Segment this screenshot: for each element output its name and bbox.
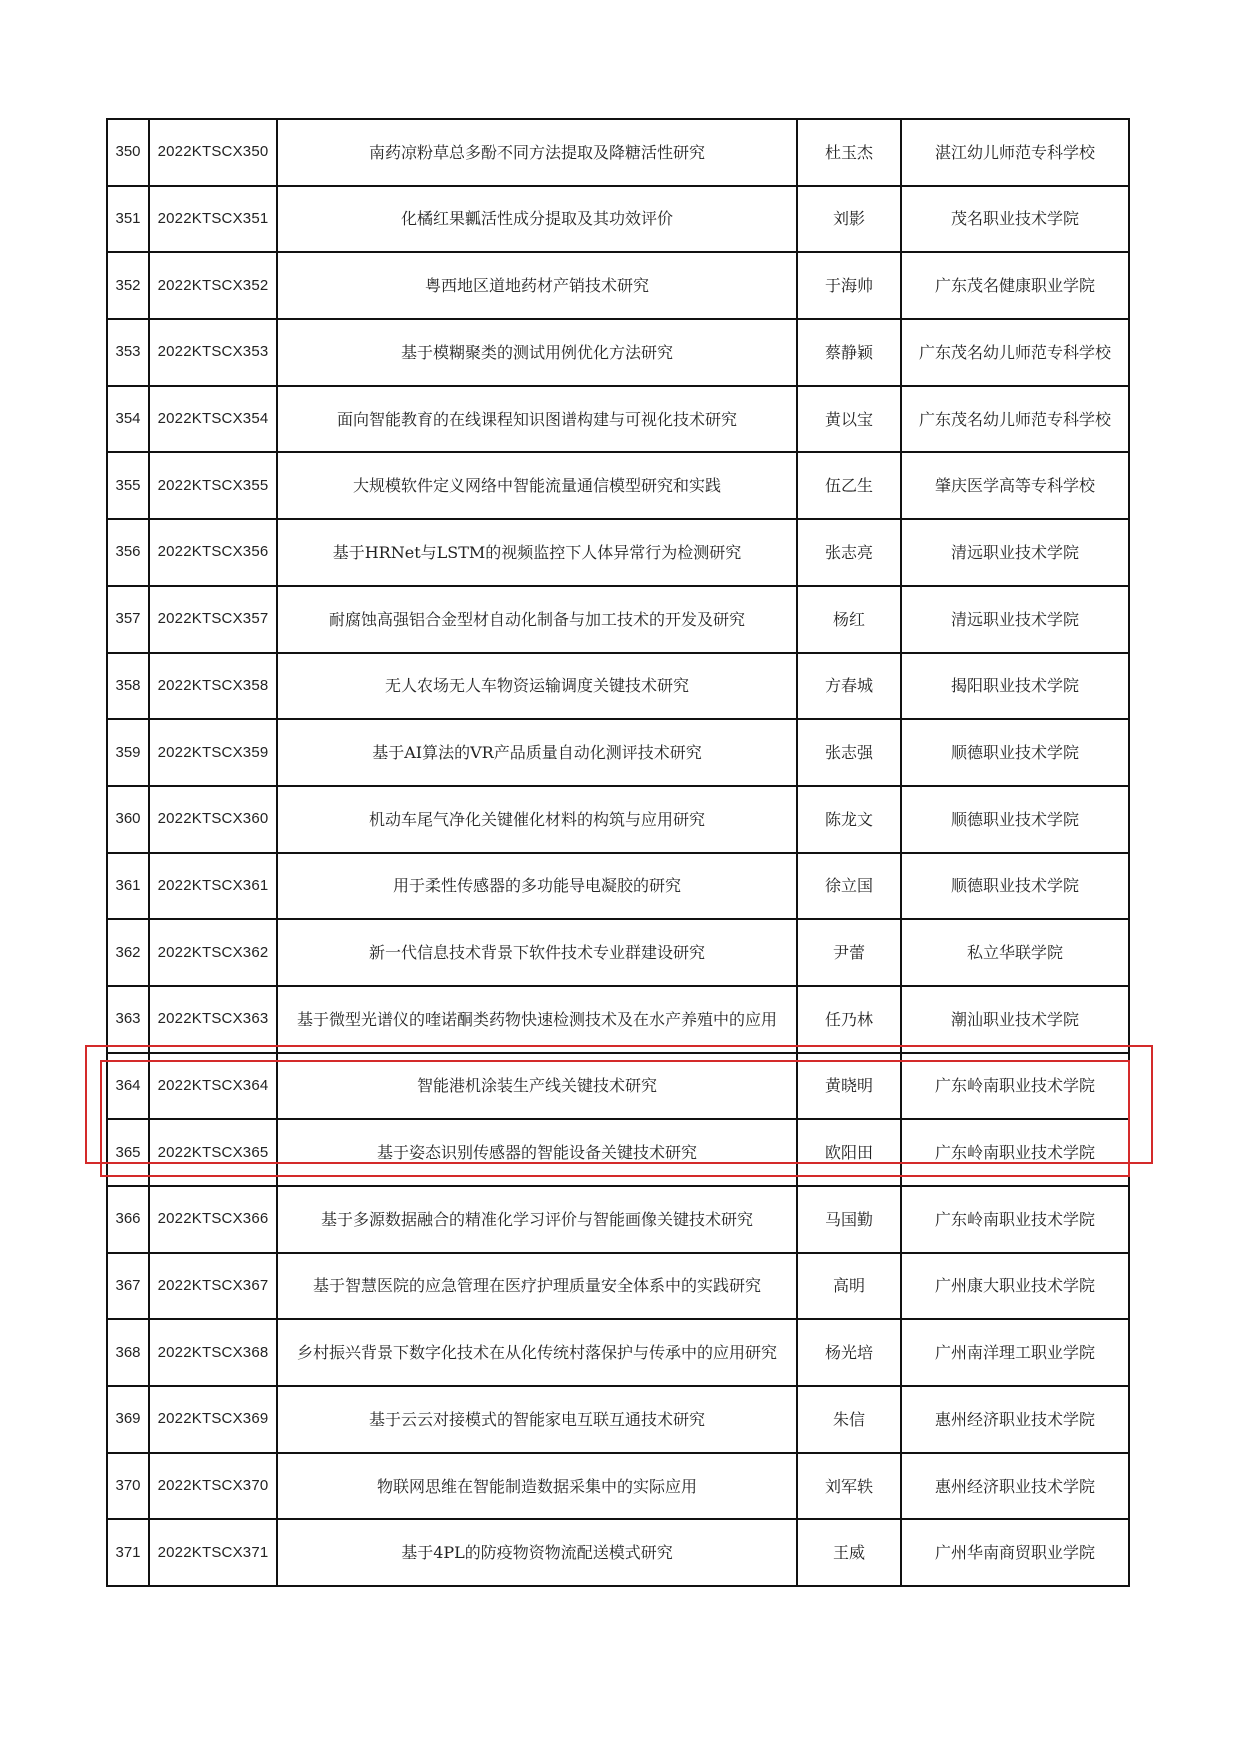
table-row xyxy=(107,986,1129,1053)
institution: 茂名职业技术学院 xyxy=(901,186,1129,253)
institution: 顺德职业技术学院 xyxy=(901,719,1129,786)
institution: 私立华联学院 xyxy=(901,919,1129,986)
table-row xyxy=(107,586,1129,653)
project-leader: 马国勤 xyxy=(797,1186,901,1253)
row-number: 370 xyxy=(107,1453,149,1520)
project-title: 用于柔性传感器的多功能导电凝胶的研究 xyxy=(277,853,797,920)
institution: 广东岭南职业技术学院 xyxy=(901,1119,1129,1186)
project-leader: 陈龙文 xyxy=(797,786,901,853)
row-number: 359 xyxy=(107,719,149,786)
project-title: 粤西地区道地药材产销技术研究 xyxy=(277,252,797,319)
project-leader: 王威 xyxy=(797,1519,901,1586)
project-leader: 尹蕾 xyxy=(797,919,901,986)
institution: 顺德职业技术学院 xyxy=(901,786,1129,853)
project-title: 基于多源数据融合的精准化学习评价与智能画像关键技术研究 xyxy=(277,1186,797,1253)
project-title: 基于云云对接模式的智能家电互联互通技术研究 xyxy=(277,1386,797,1453)
project-leader: 任乃林 xyxy=(797,986,901,1053)
project-title: 南药凉粉草总多酚不同方法提取及降糖活性研究 xyxy=(277,119,797,186)
institution: 广东岭南职业技术学院 xyxy=(901,1053,1129,1120)
project-title: 乡村振兴背景下数字化技术在从化传统村落保护与传承中的应用研究 xyxy=(277,1319,797,1386)
project-title: 基于智慧医院的应急管理在医疗护理质量安全体系中的实践研究 xyxy=(277,1253,797,1320)
project-leader: 杜玉杰 xyxy=(797,119,901,186)
table-row xyxy=(107,853,1129,920)
row-number: 353 xyxy=(107,319,149,386)
project-title: 新一代信息技术背景下软件技术专业群建设研究 xyxy=(277,919,797,986)
project-title: 化橘红果瓤活性成分提取及其功效评价 xyxy=(277,186,797,253)
row-number: 371 xyxy=(107,1519,149,1586)
project-title: 面向智能教育的在线课程知识图谱构建与可视化技术研究 xyxy=(277,386,797,453)
row-number: 356 xyxy=(107,519,149,586)
project-id: 2022KTSCX363 xyxy=(149,986,277,1053)
institution: 广东茂名幼儿师范专科学校 xyxy=(901,386,1129,453)
institution: 广州南洋理工职业学院 xyxy=(901,1319,1129,1386)
institution: 广东茂名幼儿师范专科学校 xyxy=(901,319,1129,386)
institution: 惠州经济职业技术学院 xyxy=(901,1453,1129,1520)
project-id: 2022KTSCX356 xyxy=(149,519,277,586)
project-id: 2022KTSCX362 xyxy=(149,919,277,986)
project-leader: 刘军轶 xyxy=(797,1453,901,1520)
project-leader: 张志亮 xyxy=(797,519,901,586)
project-leader: 欧阳田 xyxy=(797,1119,901,1186)
row-number: 369 xyxy=(107,1386,149,1453)
institution: 惠州经济职业技术学院 xyxy=(901,1386,1129,1453)
row-number: 358 xyxy=(107,653,149,720)
project-leader: 伍乙生 xyxy=(797,452,901,519)
table-row xyxy=(107,1453,1129,1520)
table-row xyxy=(107,1519,1129,1586)
row-number: 360 xyxy=(107,786,149,853)
row-number: 357 xyxy=(107,586,149,653)
row-number: 368 xyxy=(107,1319,149,1386)
table-row xyxy=(107,252,1129,319)
project-title: 基于AI算法的VR产品质量自动化测评技术研究 xyxy=(277,719,797,786)
table-row xyxy=(107,653,1129,720)
table-row xyxy=(107,386,1129,453)
project-leader: 杨红 xyxy=(797,586,901,653)
project-leader: 黄以宝 xyxy=(797,386,901,453)
project-title: 基于微型光谱仪的喹诺酮类药物快速检测技术及在水产养殖中的应用 xyxy=(277,986,797,1053)
project-title: 大规模软件定义网络中智能流量通信模型研究和实践 xyxy=(277,452,797,519)
row-number: 361 xyxy=(107,853,149,920)
project-id: 2022KTSCX369 xyxy=(149,1386,277,1453)
project-id: 2022KTSCX353 xyxy=(149,319,277,386)
project-leader: 徐立国 xyxy=(797,853,901,920)
project-leader: 蔡静颖 xyxy=(797,319,901,386)
table-row xyxy=(107,1053,1129,1120)
row-number: 362 xyxy=(107,919,149,986)
project-title: 基于模糊聚类的测试用例优化方法研究 xyxy=(277,319,797,386)
project-id: 2022KTSCX359 xyxy=(149,719,277,786)
row-number: 355 xyxy=(107,452,149,519)
institution: 潮汕职业技术学院 xyxy=(901,986,1129,1053)
project-title: 耐腐蚀高强铝合金型材自动化制备与加工技术的开发及研究 xyxy=(277,586,797,653)
project-id: 2022KTSCX350 xyxy=(149,119,277,186)
institution: 广州康大职业技术学院 xyxy=(901,1253,1129,1320)
institution: 清远职业技术学院 xyxy=(901,586,1129,653)
project-leader: 高明 xyxy=(797,1253,901,1320)
institution: 广州华南商贸职业学院 xyxy=(901,1519,1129,1586)
institution: 湛江幼儿师范专科学校 xyxy=(901,119,1129,186)
row-number: 367 xyxy=(107,1253,149,1320)
project-id: 2022KTSCX370 xyxy=(149,1453,277,1520)
project-title: 无人农场无人车物资运输调度关键技术研究 xyxy=(277,653,797,720)
project-id: 2022KTSCX361 xyxy=(149,853,277,920)
project-title: 物联网思维在智能制造数据采集中的实际应用 xyxy=(277,1453,797,1520)
project-list-table xyxy=(106,118,1130,1587)
table-row xyxy=(107,119,1129,186)
row-number: 366 xyxy=(107,1186,149,1253)
table-row xyxy=(107,319,1129,386)
project-title: 机动车尾气净化关键催化材料的构筑与应用研究 xyxy=(277,786,797,853)
project-leader: 方春城 xyxy=(797,653,901,720)
project-id: 2022KTSCX357 xyxy=(149,586,277,653)
project-id: 2022KTSCX351 xyxy=(149,186,277,253)
institution: 肇庆医学高等专科学校 xyxy=(901,452,1129,519)
table-row xyxy=(107,452,1129,519)
project-leader: 张志强 xyxy=(797,719,901,786)
project-id: 2022KTSCX358 xyxy=(149,653,277,720)
project-id: 2022KTSCX365 xyxy=(149,1119,277,1186)
table-row xyxy=(107,786,1129,853)
project-id: 2022KTSCX366 xyxy=(149,1186,277,1253)
project-id: 2022KTSCX360 xyxy=(149,786,277,853)
row-number: 364 xyxy=(107,1053,149,1120)
row-number: 352 xyxy=(107,252,149,319)
row-number: 363 xyxy=(107,986,149,1053)
institution: 揭阳职业技术学院 xyxy=(901,653,1129,720)
project-title: 基于姿态识别传感器的智能设备关键技术研究 xyxy=(277,1119,797,1186)
row-number: 354 xyxy=(107,386,149,453)
project-id: 2022KTSCX367 xyxy=(149,1253,277,1320)
table-row xyxy=(107,1386,1129,1453)
table-row xyxy=(107,1319,1129,1386)
table-row xyxy=(107,519,1129,586)
project-id: 2022KTSCX354 xyxy=(149,386,277,453)
row-number: 365 xyxy=(107,1119,149,1186)
row-number: 351 xyxy=(107,186,149,253)
project-leader: 黄晓明 xyxy=(797,1053,901,1120)
table-row xyxy=(107,1253,1129,1320)
project-id: 2022KTSCX368 xyxy=(149,1319,277,1386)
table-row xyxy=(107,719,1129,786)
project-title: 基于HRNet与LSTM的视频监控下人体异常行为检测研究 xyxy=(277,519,797,586)
institution: 清远职业技术学院 xyxy=(901,519,1129,586)
row-number: 350 xyxy=(107,119,149,186)
project-leader: 刘影 xyxy=(797,186,901,253)
project-title: 基于4PL的防疫物资物流配送模式研究 xyxy=(277,1519,797,1586)
project-id: 2022KTSCX364 xyxy=(149,1053,277,1120)
project-leader: 于海帅 xyxy=(797,252,901,319)
project-leader: 朱信 xyxy=(797,1386,901,1453)
table-row xyxy=(107,1186,1129,1253)
institution: 广东茂名健康职业学院 xyxy=(901,252,1129,319)
project-leader: 杨光培 xyxy=(797,1319,901,1386)
project-id: 2022KTSCX371 xyxy=(149,1519,277,1586)
institution: 广东岭南职业技术学院 xyxy=(901,1186,1129,1253)
project-id: 2022KTSCX352 xyxy=(149,252,277,319)
institution: 顺德职业技术学院 xyxy=(901,853,1129,920)
table-row xyxy=(107,186,1129,253)
table-row xyxy=(107,1119,1129,1186)
table-body xyxy=(107,119,1129,1586)
project-id: 2022KTSCX355 xyxy=(149,452,277,519)
project-title: 智能港机涂装生产线关键技术研究 xyxy=(277,1053,797,1120)
table-row xyxy=(107,919,1129,986)
